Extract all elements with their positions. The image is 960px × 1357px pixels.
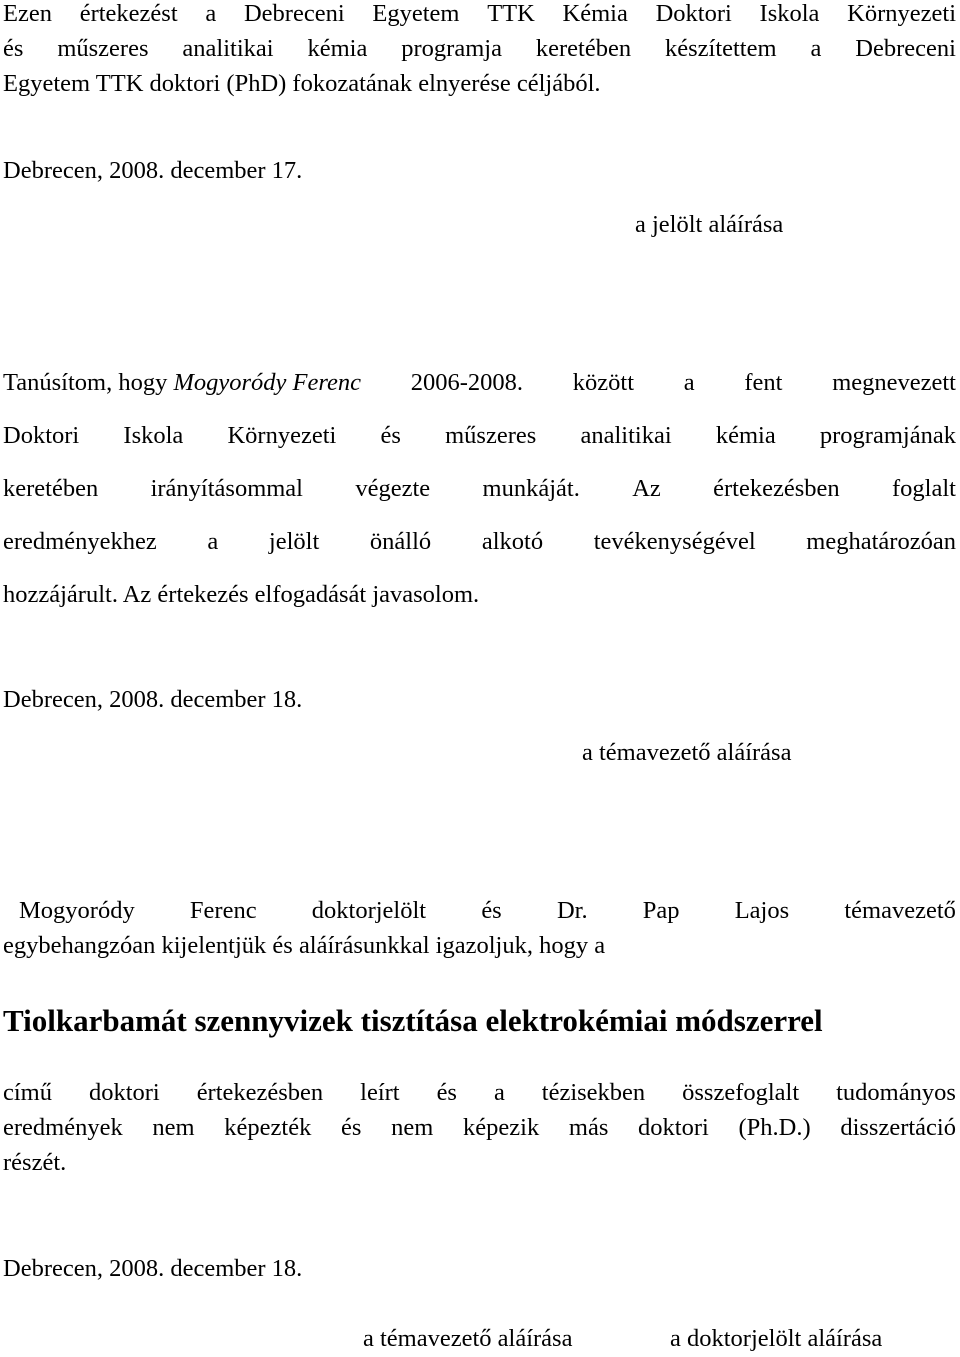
word: Debreceni	[855, 35, 956, 62]
word: műszeres	[57, 35, 149, 62]
word: keretében	[3, 475, 99, 502]
word: a	[683, 369, 695, 396]
word: nem	[152, 1114, 195, 1141]
declaration-date: Debrecen, 2008. december 17.	[3, 157, 303, 184]
word: összefoglalt	[682, 1079, 800, 1106]
word: Lajos	[734, 897, 790, 924]
word: doktori	[88, 1079, 160, 1106]
word: témavezető	[844, 897, 956, 924]
word: más	[568, 1114, 609, 1141]
declaration-line-1	[3, 0, 956, 31]
word: programja	[401, 35, 502, 62]
joint-date: Debrecen, 2008. december 18.	[3, 1255, 303, 1282]
word: alkotó	[481, 528, 544, 555]
word: képezik	[463, 1114, 540, 1141]
word: doktorjelölt	[311, 897, 427, 924]
declaration-line-3: Egyetem TTK doktori (PhD) fokozatának elnyerése céljából.	[3, 70, 601, 97]
word: Iskola	[123, 422, 184, 449]
word: tudományos	[836, 1079, 956, 1106]
word: kémia	[307, 35, 368, 62]
word: Pap	[642, 897, 680, 924]
word: nem	[391, 1114, 434, 1141]
word: és	[341, 1114, 362, 1141]
word: és	[481, 897, 502, 924]
word: Dr.	[556, 897, 588, 924]
word: analitikai	[580, 422, 672, 449]
joint-candidate-signature-label: a doktorjelölt aláírása	[670, 1325, 883, 1352]
certification-line-4	[3, 525, 956, 559]
word: Doktori	[3, 422, 80, 449]
joint-line-3	[3, 1076, 956, 1110]
word: Doktori	[655, 0, 732, 27]
word: programjának	[819, 422, 956, 449]
word: Debreceni	[243, 0, 345, 27]
word: és	[380, 422, 401, 449]
word: TTK	[487, 0, 535, 27]
dissertation-title: Tiolkarbamát szennyvizek tisztítása elektrokémiai módszerrel	[3, 1003, 823, 1038]
word: doktori	[638, 1114, 709, 1141]
word: értekezésben	[713, 475, 840, 502]
word: a	[205, 0, 217, 27]
word: Környezeti	[847, 0, 956, 27]
word: Kémia	[562, 0, 628, 27]
certification-date: Debrecen, 2008. december 18.	[3, 686, 303, 713]
word: kémia	[715, 422, 776, 449]
word: tézisekben	[541, 1079, 646, 1106]
word: jelölt	[268, 528, 320, 555]
word: analitikai	[182, 35, 274, 62]
candidate-signature-label: a jelölt aláírása	[635, 211, 784, 238]
word: tevékenységével	[593, 528, 756, 555]
certification-lead	[3, 366, 361, 400]
joint-line-5: részét.	[3, 1149, 67, 1176]
certification-lead-text: Tanúsítom, hogy	[3, 369, 168, 396]
word: eredményekhez	[3, 528, 157, 555]
word: 2006-2008.	[410, 369, 524, 396]
candidate-name: Mogyoródy Ferenc	[173, 369, 361, 396]
certification-line-2	[3, 419, 956, 453]
word: (Ph.D.)	[738, 1114, 811, 1141]
word: disszertáció	[840, 1114, 956, 1141]
word: és	[3, 35, 24, 62]
word: irányításommal	[150, 475, 303, 502]
word: Ezen	[3, 0, 52, 27]
word: a	[493, 1079, 505, 1106]
declaration-line-2	[3, 32, 956, 66]
certification-line-5: hozzájárult. Az értekezés elfogadását javasolom.	[3, 581, 480, 608]
word: értekezésben	[196, 1079, 324, 1106]
word: eredmények	[3, 1114, 123, 1141]
word: Egyetem	[372, 0, 460, 27]
joint-line-4	[3, 1111, 956, 1145]
word: fent	[744, 369, 783, 396]
word: képezték	[224, 1114, 312, 1141]
word: keretében	[535, 35, 632, 62]
word: meghatározóan	[806, 528, 956, 555]
word: című	[3, 1079, 52, 1106]
certification-line-3	[3, 472, 956, 506]
word: végezte	[355, 475, 431, 502]
word: Ferenc	[189, 897, 257, 924]
word: között	[572, 369, 635, 396]
word: munkáját.	[482, 475, 580, 502]
word: a	[810, 35, 822, 62]
word: készítettem	[664, 35, 777, 62]
word: Mogyoródy	[19, 897, 135, 924]
word: Környezeti	[227, 422, 337, 449]
joint-line-1	[19, 894, 956, 928]
word: önálló	[369, 528, 432, 555]
word: a	[207, 528, 219, 555]
joint-supervisor-signature-label: a témavezető aláírása	[363, 1325, 573, 1352]
word: megnevezett	[832, 369, 956, 396]
word: értekezést	[79, 0, 178, 27]
word: Az	[632, 475, 661, 502]
word: és	[436, 1079, 457, 1106]
word: műszeres	[445, 422, 537, 449]
word: Iskola	[759, 0, 820, 27]
word: foglalt	[891, 475, 956, 502]
joint-line-2: egybehangzóan kijelentjük és aláírásunkkal igazoljuk, hogy a	[3, 932, 606, 959]
word: leírt	[360, 1079, 400, 1106]
certification-line-1	[3, 366, 956, 400]
supervisor-signature-label: a témavezető aláírása	[582, 739, 792, 766]
